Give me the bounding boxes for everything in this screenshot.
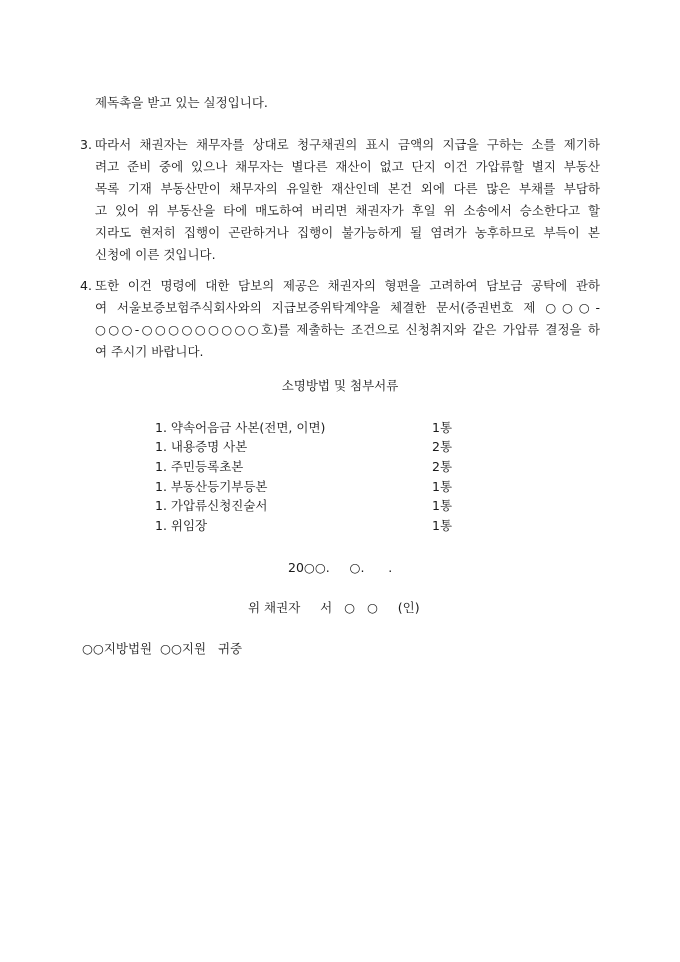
attachment-item-5-name: 1. 가압류신청진술서 xyxy=(155,498,268,513)
attachment-item-6-name: 1. 위임장 xyxy=(155,518,208,533)
para4-line-4: 여 주시기 바랍니다. xyxy=(95,344,204,359)
attachment-item-6-count: 1통 xyxy=(432,518,453,533)
document-date: 20○○. ○. . xyxy=(288,560,393,575)
para3-line-3: 목록 기재 부동산만이 채무자의 유일한 재산인데 본건 외에 다른 많은 부채를 부담하 xyxy=(95,181,600,196)
para4-line-1: 또한 이건 명령에 대한 담보의 제공은 채권자의 형편을 고려하여 담보금 공탁에 관하 xyxy=(95,278,600,293)
attachment-item-2-name: 1. 내용증명 사본 xyxy=(155,439,248,454)
attachment-item-1-count: 1통 xyxy=(432,420,453,435)
creditor-signature: 위 채권자 서 ○ ○ (인) xyxy=(248,600,420,615)
attachments-heading: 소명방법 및 첨부서류 xyxy=(281,378,399,393)
para3-line-1: 따라서 채권자는 채무자를 상대로 청구채권의 표시 금액의 지급을 구하는 소를 제기하 xyxy=(95,137,600,152)
para3-line-5: 지라도 현저히 집행이 곤란하거나 집행이 불가능하게 될 염려가 농후하므로 부득이 본 xyxy=(95,225,600,240)
attachment-item-4-count: 1통 xyxy=(432,479,453,494)
para3-number: 3. xyxy=(80,137,92,152)
attachment-item-3-name: 1. 주민등록초본 xyxy=(155,459,244,474)
attachment-item-2-count: 2통 xyxy=(432,439,453,454)
para3-line-2: 려고 준비 중에 있으나 채무자는 별다른 재산이 없고 단지 이건 가압류할 별지 부동산 xyxy=(95,159,600,174)
para4-number: 4. xyxy=(80,278,92,293)
attachment-item-1-name: 1. 약속어음금 사본(전면, 이면) xyxy=(155,420,326,435)
para4-line-3: ○○○-○○○○○○○○○호)를 제출하는 조건으로 신청취지와 같은 가압류 결정을 하 xyxy=(95,322,600,337)
continuation-line: 제독촉을 받고 있는 실정입니다. xyxy=(95,95,268,110)
attachment-item-5-count: 1통 xyxy=(432,498,453,513)
attachment-item-3-count: 2통 xyxy=(432,459,453,474)
para3-line-4: 고 있어 위 부동산을 타에 매도하여 버리면 채권자가 후일 위 소송에서 승소한다고 할 xyxy=(95,203,600,218)
court-addressee: ○○지방법원 ○○지원 귀중 xyxy=(82,641,243,656)
para3-line-6: 신청에 이른 것입니다. xyxy=(95,247,216,262)
para4-line-2: 여 서울보증보험주식회사와의 지급보증위탁계약을 체결한 문서(증권번호 제 ○○○- xyxy=(95,300,600,315)
attachment-item-4-name: 1. 부동산등기부등본 xyxy=(155,479,268,494)
